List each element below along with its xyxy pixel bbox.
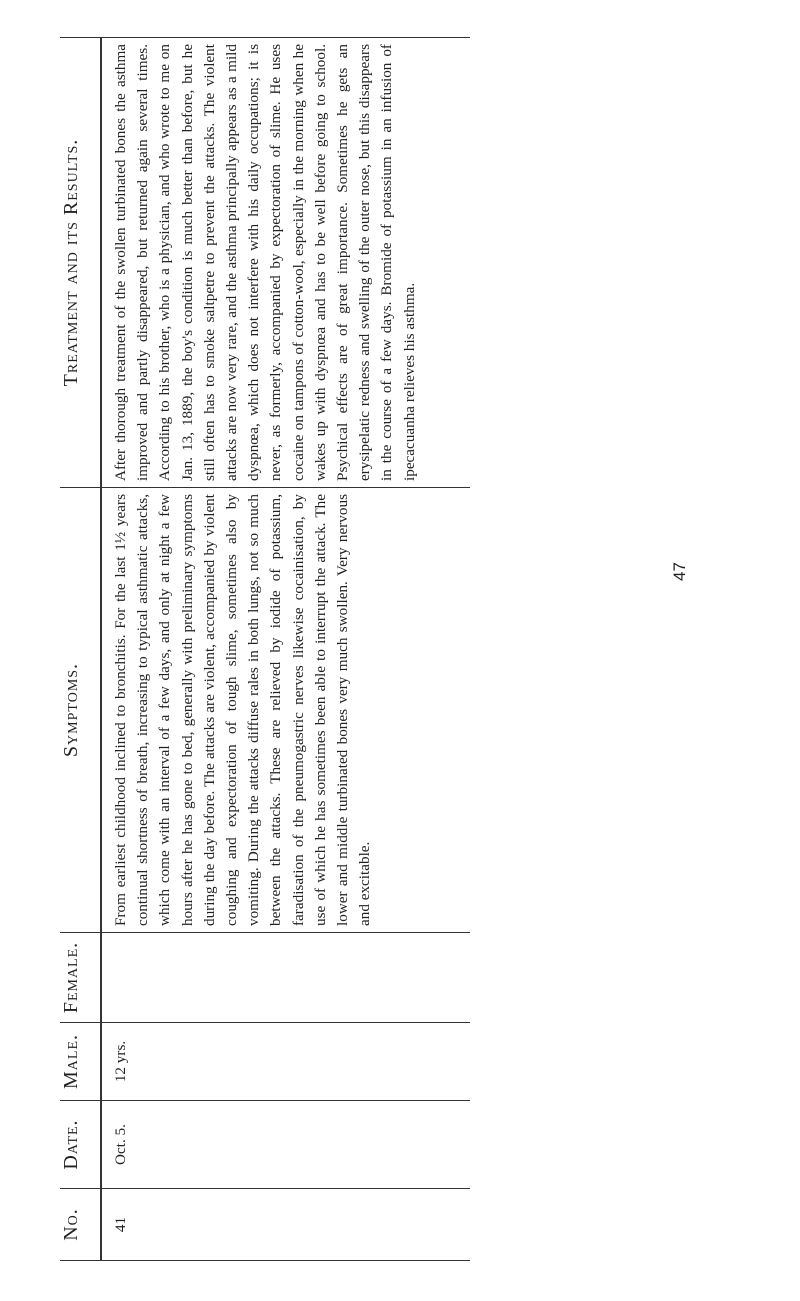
case-table [60, 37, 470, 1261]
header-date: Date. [60, 1101, 101, 1189]
case-date: Oct. 5. [101, 1101, 470, 1189]
header-female: Female. [60, 933, 101, 1023]
case-treatment: After thorough treatment of the swollen turbinated bones the asthma improved and partly disappeared, but returned again several times. According to his brother, who is a physician, and who wrote to me on Jan. 13, 1889, the boy's condition is much better than before, but he still often has to smoke saltpetre to prevent the attacks. The violent attacks are now very rare, and the asthma principally appears as a mild dyspnœa, which does not interfere with his daily occupations; it is never, as formerly, accompanied by expectoration of slime. He uses cocaine on tampons of cotton-wool, especially in the morning when he wakes up with dyspnœa and has to be well before going to school. Psychical effects are of great importance. Sometimes he gets an erysipelatic redness and swelling of the outer nose, but this disappears in the course of a few days. Bromide of potassium in an infusion of ipecacuanha relieves his asthma. [101, 38, 470, 488]
header-treatment: Treatment and its Results. [60, 38, 101, 488]
header-row [60, 38, 101, 1261]
case-number: 41 [101, 1189, 470, 1261]
header-symptoms: Symptoms. [60, 488, 101, 933]
header-male: Male. [60, 1023, 101, 1101]
page-number: 47 [670, 562, 689, 581]
case-male-age: 12 yrs. [101, 1023, 470, 1101]
case-female-age [101, 933, 470, 1023]
table-row [101, 38, 470, 1261]
case-symptoms: From earliest childhood inclined to bronchitis. For the last 1½ years continual shortness of breath, increasing to typical asthmatic attacks, which come with an interval of a few days, and only at night a few hours after he has gone to bed, generally with preliminary symptoms during the day before. The attacks are violent, accompanied by violent coughing and expectoration of tough slime, sometimes also by vomiting. During the attacks diffuse rales in both lungs, not so much between the attacks. These are relieved by iodide of potassium, faradisation of the pneumogastric nerves likewise cocainisation, by use of which he has sometimes been able to interrupt the attack. The lower and middle turbinated bones very much swollen. Very nervous and excitable. [101, 488, 470, 933]
header-no: No. [60, 1189, 101, 1261]
